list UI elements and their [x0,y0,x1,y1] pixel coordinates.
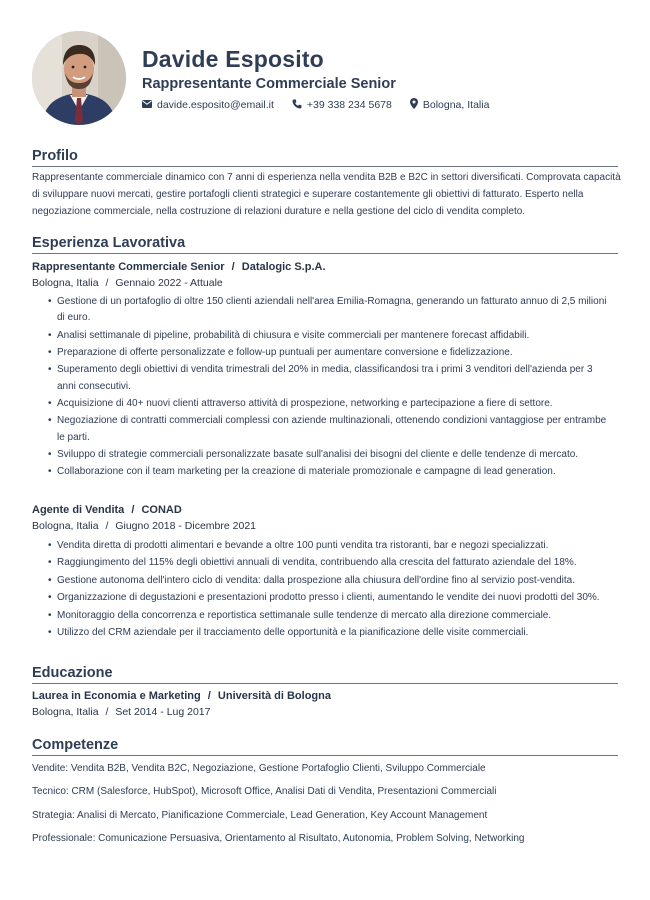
education-location: Bologna, Italia [32,706,99,718]
job-bullet: • Collaborazione con il team marketing per la creazione di materiale promozionale e campagne di lead generation. [48,464,614,480]
location-text: Bologna, Italia [422,99,490,111]
job-bullet: • Organizzazione di degustazioni e presentazioni prodotto presso i clienti, aumentando le vendite dei nuovi prodotti del 30%. [48,590,614,606]
job-location: Bologna, Italia [32,277,99,289]
section-title-education: Educazione [32,665,113,681]
contact-email[interactable] [142,99,274,111]
section-title-profile: Profilo [32,148,78,164]
skill-line: Vendite: Vendita B2B, Vendita B2C, Negoziazione, Gestione Portafoglio Clienti, Sviluppo Commerciale [32,763,486,774]
section-divider [32,683,618,684]
job-bullet: • Monitoraggio della concorrenza e reportistica settimanale sulle tendenze di mercato alla direzione commerciale. [48,608,614,624]
job-bullet: • Gestione di un portafoglio di oltre 150 clienti aziendali nell'area Emilia-Romagna, generando un fatturato annuo di 2,5 milioni di euro. [48,294,614,326]
section-divider [32,166,618,167]
job-bullet: • Gestione autonoma dell'intero ciclo di vendita: dalla prospezione alla chiusura dell'ordine fino al servizio post-vendita. [48,573,614,589]
resume-header [32,31,622,127]
job-title-line [32,504,182,516]
education-school: Università di Bologna [217,690,331,702]
contact-info [142,98,507,112]
job-bullet: • Raggiungimento del 115% degli obiettivi annuali di vendita, contribuendo alla crescita del fatturato aziendale del 18%. [48,555,614,571]
job-title: Agente di Vendita [32,504,125,516]
job-bullet: • Vendita diretta di prodotti alimentari e bevande a oltre 100 punti vendita tra ristoranti, bar e negozi specializzati. [48,538,614,554]
candidate-role: Rappresentante Commerciale Senior [142,76,396,92]
separator: / [207,690,211,702]
section-divider [32,253,618,254]
email-icon [142,99,157,111]
job-title-line [32,261,326,273]
education-degree: Laurea in Economia e Marketing [32,690,201,702]
job-meta-line [32,520,256,532]
job-company: CONAD [141,504,182,516]
separator: / [131,504,135,516]
skill-line: Professionale: Comunicazione Persuasiva, Orientamento al Risultato, Autonomia, Problem Solving, Networking [32,833,525,844]
separator: / [231,261,235,273]
job-bullet: • Superamento degli obiettivi di vendita trimestrali del 20% in media, classificandosi tra i primi 3 venditori dell'azienda per 3 anni consecutivi. [48,362,614,394]
section-title-experience: Esperienza Lavorativa [32,235,186,251]
email-text: davide.esposito@email.it [157,99,274,111]
job-bullet: • Sviluppo di strategie commerciali personalizzate basate sull'analisi dei bisogni del cliente e delle tendenze di mercato. [48,447,614,463]
job-bullets [48,294,614,482]
job-bullet: • Utilizzo del CRM aziendale per il tracciamento delle opportunità e la pianificazione delle visite commerciali. [48,625,614,641]
profile-photo [32,31,126,125]
profile-summary: Rappresentante commerciale dinamico con 7 anni di esperienza nella vendita B2B e B2C in settori diversificati. Comprovata capacità di sviluppare nuovi mercati, gestire portafogli clienti strategici e superare costantemente gli obiettivi di fatturato. Esperto nella negoziazione commerciale, nella costruzione di relazioni durature e nella gestione del ciclo di vendita completo. [32,172,621,217]
phone-text: +39 338 234 5678 [306,99,392,111]
job-bullet: • Negoziazione di contratti commerciali complessi con aziende multinazionali, ottenendo condizioni vantaggiose per entrambe le parti. [48,413,614,445]
job-bullet: • Preparazione di offerte personalizzate e follow-up puntuali per aumentare conversione e fidelizzazione. [48,345,614,361]
section-divider [32,755,618,756]
skill-line: Tecnico: CRM (Salesforce, HubSpot), Microsoft Office, Analisi Dati di Vendita, Presentazioni Commerciali [32,786,497,797]
separator: / [105,706,109,718]
location-pin-icon [410,98,423,112]
job-meta-line [32,277,223,289]
job-company: Datalogic S.p.A. [241,261,326,273]
section-title-skills: Competenze [32,737,119,753]
job-period: Gennaio 2022 - Attuale [115,277,223,289]
job-bullet: • Analisi settimanale di pipeline, probabilità di chiusura e visite commerciali per mantenere forecast affidabili. [48,328,614,344]
job-title: Rappresentante Commerciale Senior [32,261,225,273]
education-title-line [32,690,331,702]
separator: / [105,520,109,532]
education-period: Set 2014 - Lug 2017 [115,706,211,718]
job-period: Giugno 2018 - Dicembre 2021 [115,520,256,532]
job-bullet: • Acquisizione di 40+ nuovi clienti attraverso attività di prospezione, networking e partecipazione a fiere di settore. [48,396,614,412]
education-meta-line [32,706,211,718]
phone-icon [292,99,307,112]
contact-location [410,98,490,112]
job-bullets [48,538,614,642]
contact-phone[interactable] [292,99,392,112]
candidate-name: Davide Esposito [142,46,324,72]
job-location: Bologna, Italia [32,520,99,532]
separator: / [105,277,109,289]
skill-line: Strategia: Analisi di Mercato, Pianificazione Commerciale, Lead Generation, Key Account Management [32,810,488,821]
